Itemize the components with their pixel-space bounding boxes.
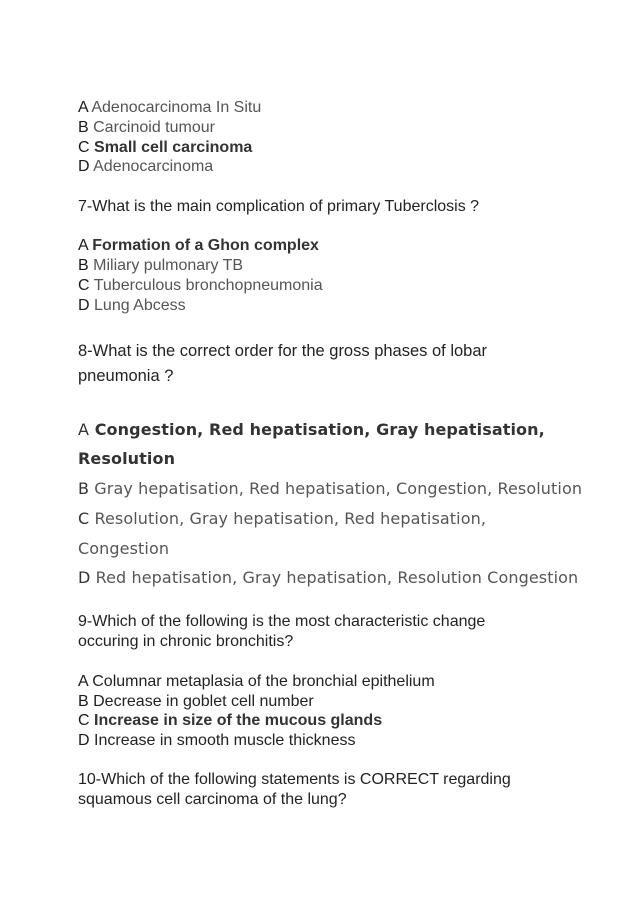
q7-option-b [78,257,243,275]
option-letter: C [78,712,90,729]
option-letter: B [78,257,89,274]
option-text: Adenocarcinoma [93,158,214,175]
q8-option-c-continuation [78,540,169,558]
option-text-line2: Congestion [78,539,170,558]
option-letter: C [78,139,90,156]
option-letter: D [78,732,90,749]
option-text: Miliary pulmonary TB [93,257,244,274]
q7-option-d [78,297,186,315]
option-letter: B [78,693,89,710]
option-letter: D [78,297,90,314]
option-text: Increase in size of the mucous glands [94,712,383,729]
q7-option-a-correct [78,237,319,255]
option-text: Adenocarcinoma In Situ [91,99,262,116]
option-text: Tuberculous bronchopneumonia [93,277,323,294]
option-text: Increase in smooth muscle thickness [94,732,356,749]
option-letter: B [78,119,89,136]
q8-question-line1: 8-What is the correct order for the gross phases of lobar [78,342,488,360]
option-letter: C [78,509,90,528]
option-letter: C [78,277,90,294]
option-letter: A [78,673,88,690]
q9-question-line2: occuring in chronic bronchitis? [78,633,294,650]
q8-option-d [78,569,578,587]
q8-option-a-continuation [78,450,175,468]
option-text: Carcinoid tumour [93,119,215,136]
option-letter: B [78,479,90,498]
option-letter: D [78,158,90,175]
option-text-line1: Congestion, Red hepatisation, Gray hepatisation, [94,420,545,439]
option-text: Small cell carcinoma [94,139,253,156]
option-letter: A [78,99,88,116]
q10-question-line1: 10-Which of the following statements is CORRECT regarding [78,771,511,788]
q8-option-a-correct [78,421,545,439]
option-text: Columnar metaplasia of the bronchial epithelium [92,673,435,690]
q8-question-line2: pneumonia ? [78,367,174,385]
q9-option-a [78,673,435,691]
option-text: Formation of a Ghon complex [92,237,319,254]
q8-option-c [78,510,486,528]
option-text-line2: Resolution [78,449,176,468]
option-letter: A [78,420,90,439]
q9-option-c-correct [78,712,382,730]
q9-option-d [78,732,355,750]
option-letter: D [78,568,91,587]
option-text: Red hepatisation, Gray hepatisation, Resolution Congestion [95,568,579,587]
q6-option-a [78,99,261,117]
q7-question: 7-What is the main complication of primary Tuberclosis ? [78,198,480,215]
option-text: Gray hepatisation, Red hepatisation, Congestion, Resolution [94,479,583,498]
q9-option-b [78,693,314,711]
q6-option-c-correct [78,139,252,157]
option-text-line1: Resolution, Gray hepatisation, Red hepatisation, [94,509,487,528]
option-letter: A [78,237,88,254]
q7-option-c [78,277,323,295]
q6-option-b [78,119,215,137]
option-text: Lung Abcess [94,297,186,314]
q9-question-line1: 9-Which of the following is the most characteristic change [78,613,486,630]
q10-question-line2: squamous cell carcinoma of the lung? [78,791,347,808]
option-text: Decrease in goblet cell number [93,693,314,710]
q6-option-d [78,158,213,176]
q8-option-b [78,480,582,498]
